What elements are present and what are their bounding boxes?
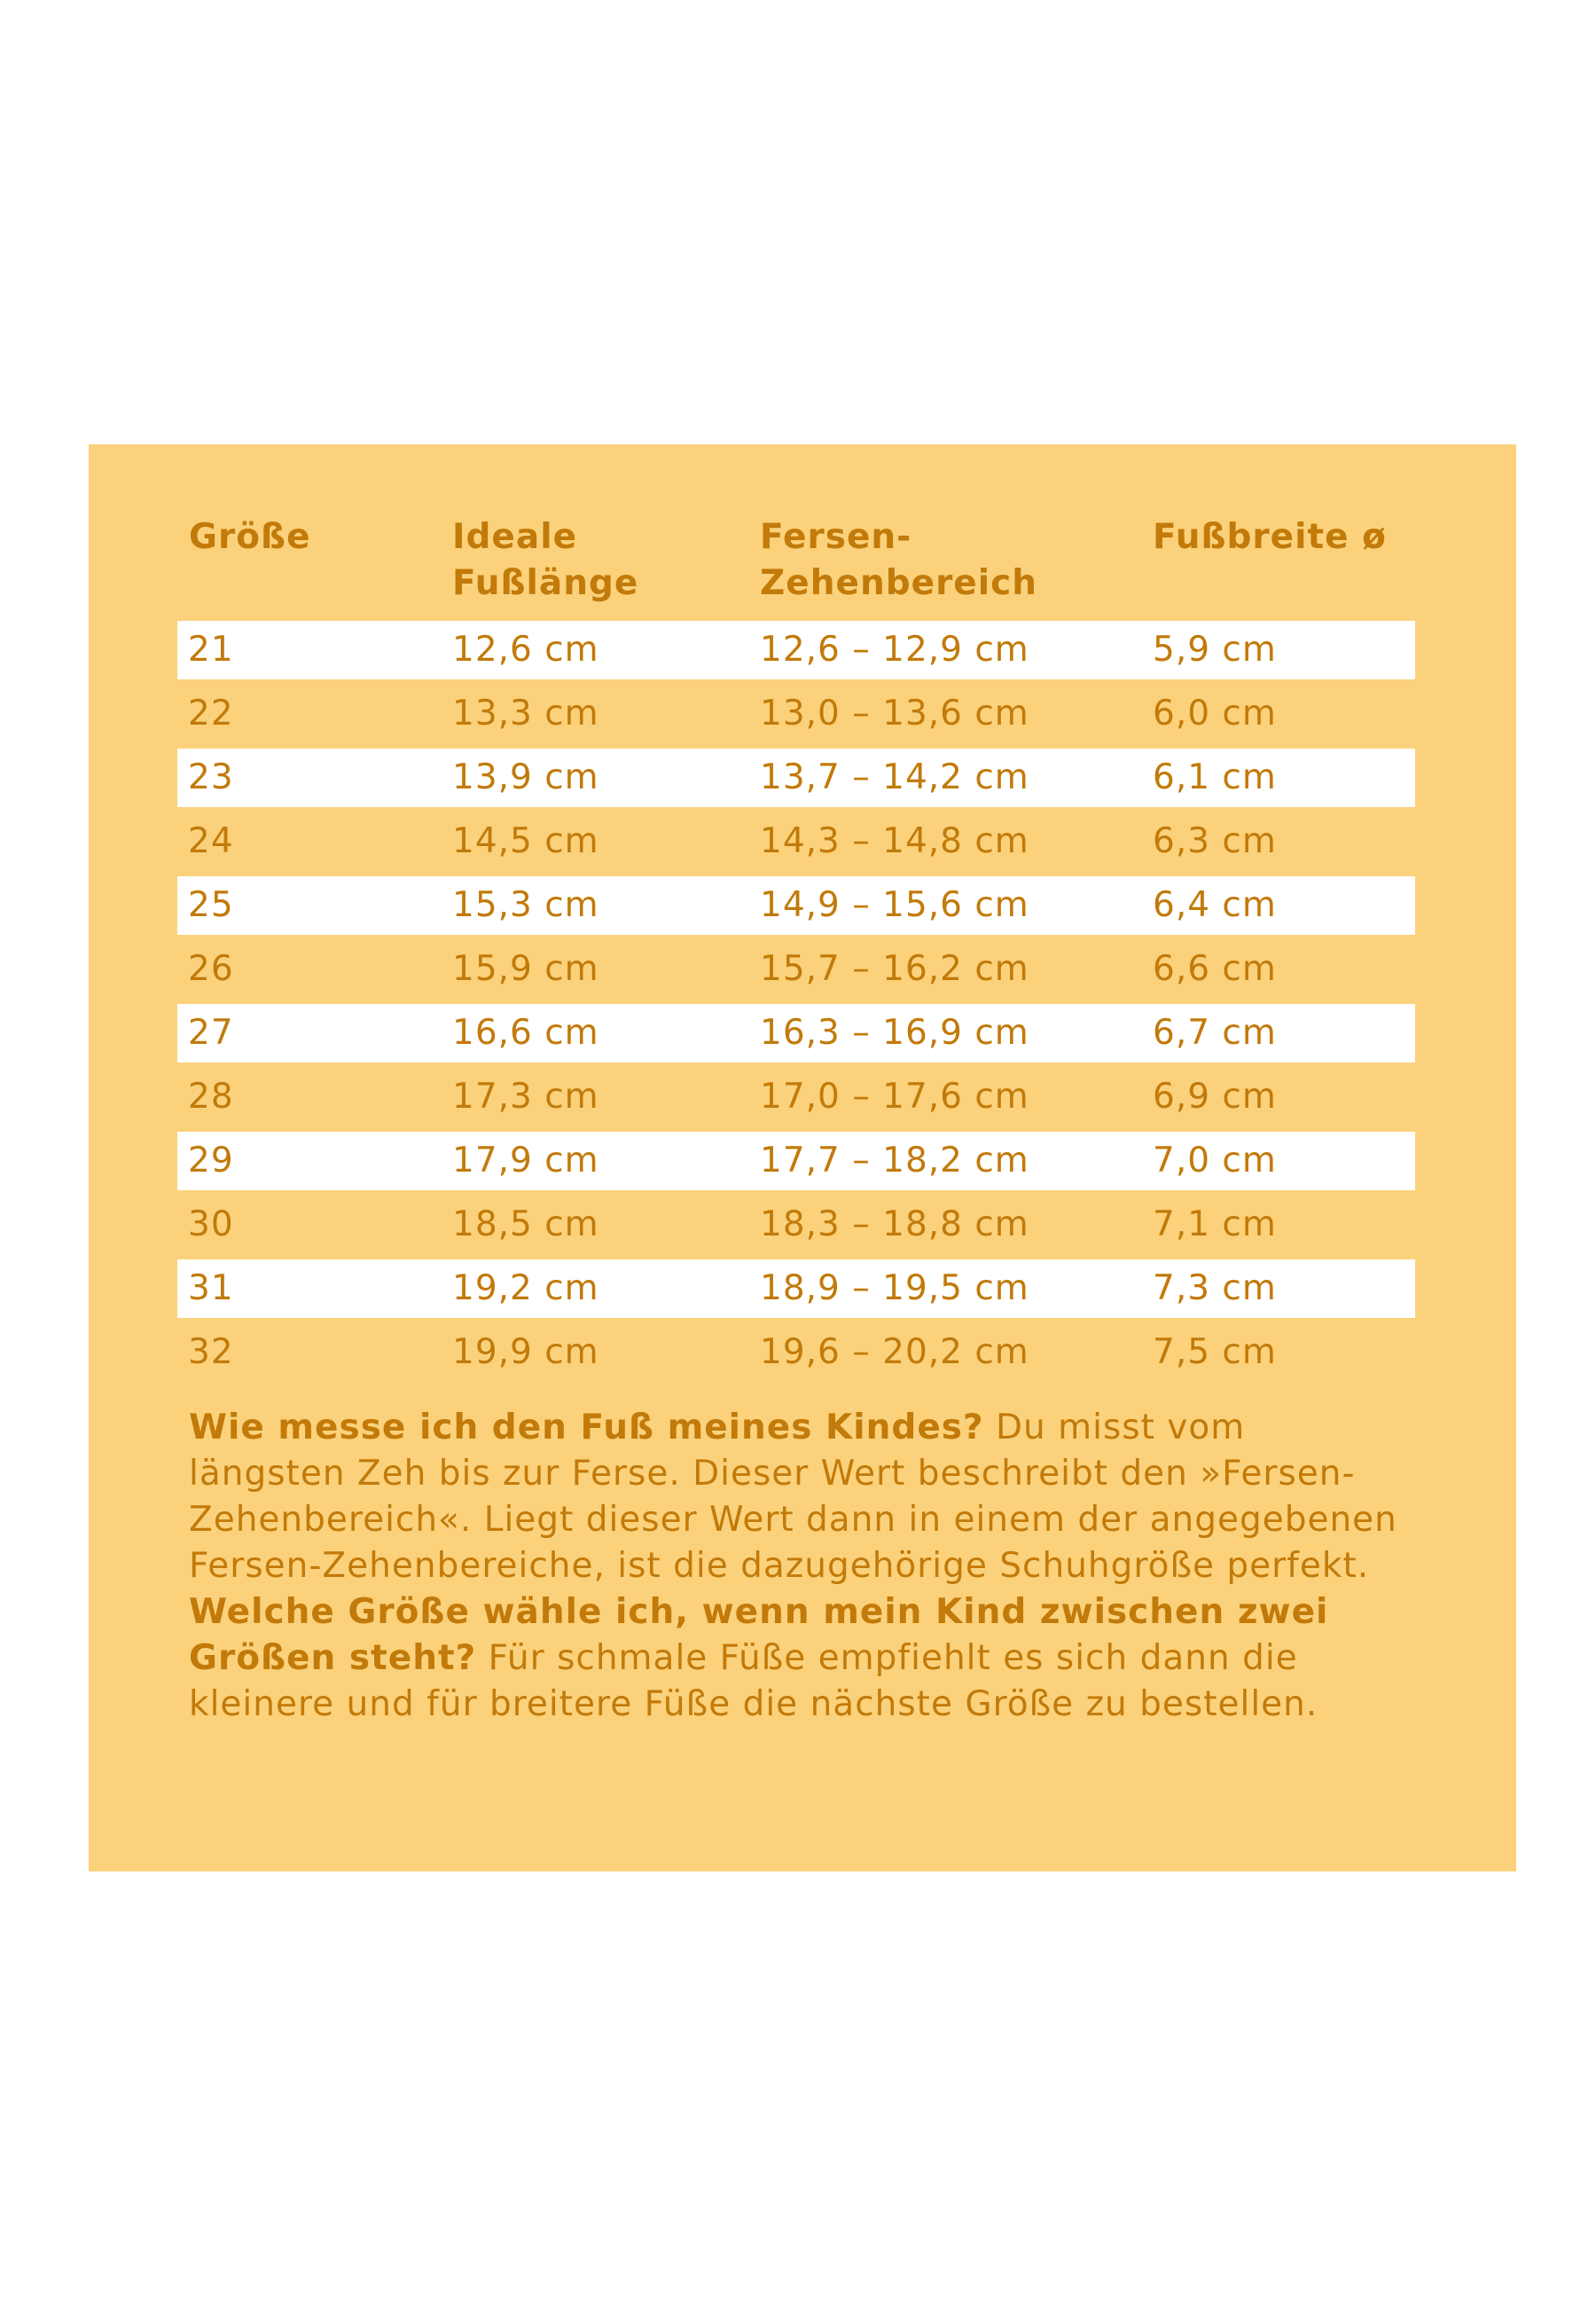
cell-heel-toe-range: 14,9 – 15,6 cm	[760, 885, 1029, 925]
cell-heel-toe-range: 12,6 – 12,9 cm	[760, 630, 1029, 670]
cell-size: 30	[188, 1204, 234, 1244]
cell-foot-length: 19,9 cm	[452, 1332, 599, 1372]
cell-foot-width: 6,6 cm	[1153, 949, 1277, 989]
cell-foot-length: 17,9 cm	[452, 1141, 599, 1180]
cell-foot-width: 6,3 cm	[1153, 821, 1277, 861]
header-fussbreite-line1: Fußbreite ø	[1153, 517, 1387, 557]
cell-heel-toe-range: 17,0 – 17,6 cm	[760, 1077, 1029, 1117]
cell-foot-length: 15,3 cm	[452, 885, 599, 925]
cell-size: 32	[188, 1332, 234, 1372]
cell-foot-width: 5,9 cm	[1153, 630, 1277, 670]
cell-foot-width: 6,9 cm	[1153, 1077, 1277, 1117]
cell-foot-width: 7,1 cm	[1153, 1204, 1277, 1244]
header-groesse-line1: Größe	[189, 517, 311, 557]
answer-between-sizes: Für schmale Füße empfiehlt es sich dann die kleinere und für breitere Füße die nächste Größe zu bestellen.	[189, 1638, 1318, 1724]
cell-foot-width: 7,3 cm	[1153, 1268, 1277, 1308]
table-row	[177, 1132, 1415, 1190]
cell-heel-toe-range: 18,9 – 19,5 cm	[760, 1268, 1029, 1308]
cell-foot-length: 13,3 cm	[452, 694, 599, 733]
table-row	[177, 685, 1415, 743]
header-groesse	[189, 514, 311, 561]
cell-foot-length: 18,5 cm	[452, 1204, 599, 1244]
header-fersen-line1: Fersen-	[760, 517, 912, 557]
table-row	[177, 1068, 1415, 1126]
cell-heel-toe-range: 13,7 – 14,2 cm	[760, 757, 1029, 797]
header-ideale-line1: Ideale	[452, 517, 578, 557]
cell-foot-length: 15,9 cm	[452, 949, 599, 989]
table-row	[177, 1259, 1415, 1318]
cell-size: 21	[188, 630, 234, 670]
header-fersen-line2: Zehenbereich	[760, 563, 1038, 603]
cell-heel-toe-range: 14,3 – 14,8 cm	[760, 821, 1029, 861]
cell-heel-toe-range: 19,6 – 20,2 cm	[760, 1332, 1029, 1372]
question-between-sizes: Welche Größe wähle ich, wenn mein Kind zwischen zwei Größen steht?	[189, 1592, 1329, 1678]
cell-size: 22	[188, 694, 234, 733]
cell-foot-length: 13,9 cm	[452, 757, 599, 797]
table-row	[177, 1323, 1415, 1382]
cell-foot-width: 6,0 cm	[1153, 694, 1277, 733]
cell-size: 24	[188, 821, 234, 861]
cell-size: 27	[188, 1013, 234, 1053]
cell-size: 25	[188, 885, 234, 925]
header-ideale-fusslaenge	[452, 514, 638, 607]
cell-size: 29	[188, 1141, 234, 1180]
cell-heel-toe-range: 16,3 – 16,9 cm	[760, 1013, 1029, 1053]
cell-foot-length: 17,3 cm	[452, 1077, 599, 1117]
header-fersen-zehenbereich	[760, 514, 1037, 607]
cell-foot-length: 19,2 cm	[452, 1268, 599, 1308]
cell-size: 31	[188, 1268, 234, 1308]
table-row	[177, 876, 1415, 935]
cell-size: 23	[188, 757, 234, 797]
question-measure-foot: Wie messe ich den Fuß meines Kindes?	[189, 1408, 984, 1447]
header-fussbreite	[1153, 514, 1387, 561]
table-row	[177, 812, 1415, 871]
answer-measure-foot: Du misst vom längsten Zeh bis zur Ferse. Dieser Wert beschreibt den »Fersen-Zehenbereich«. Liegt dieser Wert dann in einem der angegebenen Fersen-Zehenbereiche, ist die dazugehörige Schuhgröße perfekt.	[189, 1408, 1397, 1586]
cell-heel-toe-range: 13,0 – 13,6 cm	[760, 694, 1029, 733]
cell-foot-length: 14,5 cm	[452, 821, 599, 861]
table-header	[0, 514, 1596, 621]
cell-foot-width: 7,0 cm	[1153, 1141, 1277, 1180]
cell-foot-width: 6,7 cm	[1153, 1013, 1277, 1053]
cell-foot-length: 16,6 cm	[452, 1013, 599, 1053]
table-row	[177, 1004, 1415, 1063]
cell-size: 28	[188, 1077, 234, 1117]
cell-size: 26	[188, 949, 234, 989]
table-row	[177, 940, 1415, 999]
header-ideale-line2: Fußlänge	[452, 563, 639, 603]
cell-foot-width: 7,5 cm	[1153, 1332, 1277, 1372]
cell-foot-width: 6,4 cm	[1153, 885, 1277, 925]
table-row	[177, 1196, 1415, 1254]
table-row	[177, 749, 1415, 807]
cell-heel-toe-range: 18,3 – 18,8 cm	[760, 1204, 1029, 1244]
cell-heel-toe-range: 17,7 – 18,2 cm	[760, 1141, 1029, 1180]
cell-foot-width: 6,1 cm	[1153, 757, 1277, 797]
measurement-info-text	[189, 1405, 1412, 1728]
cell-foot-length: 12,6 cm	[452, 630, 599, 670]
cell-heel-toe-range: 15,7 – 16,2 cm	[760, 949, 1029, 989]
table-row	[177, 621, 1415, 679]
